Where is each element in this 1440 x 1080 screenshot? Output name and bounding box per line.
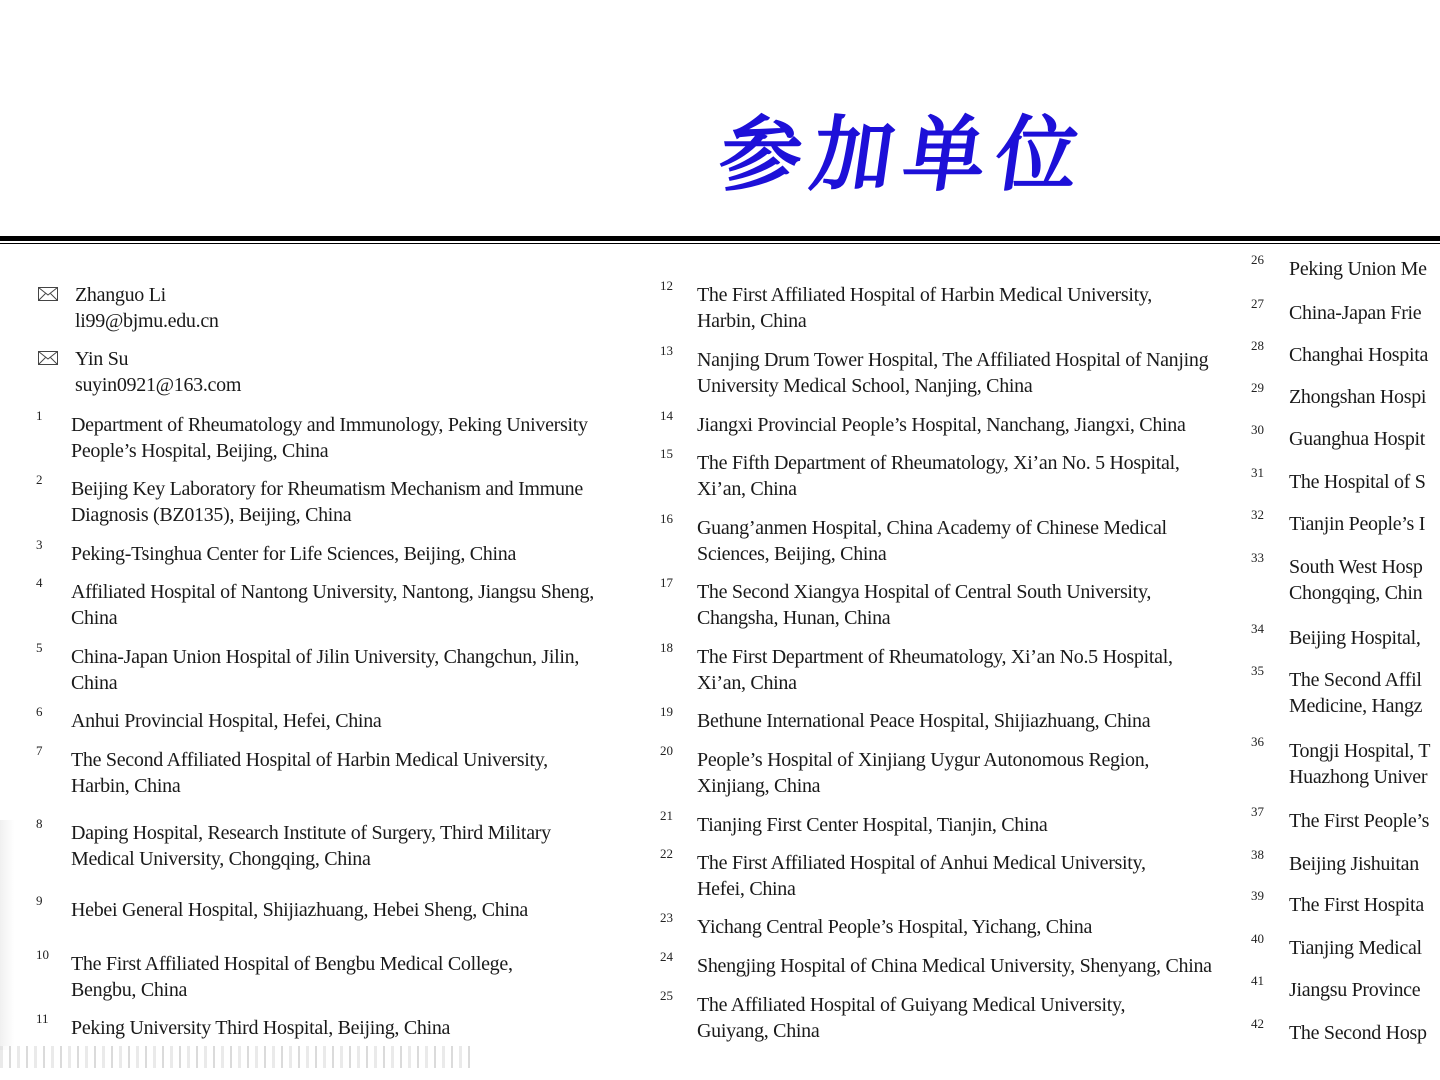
affiliation-text: The Affiliated Hospital of Guiyang Medical University, bbox=[697, 994, 1126, 1016]
affiliation-text: Peking Union Me bbox=[1289, 258, 1427, 280]
affiliation-text: Medical University, Chongqing, China bbox=[71, 848, 371, 870]
envelope-icon bbox=[38, 287, 58, 301]
contact-email[interactable]: suyin0921@163.com bbox=[75, 374, 242, 396]
affiliation-text: Beijing Key Laboratory for Rheumatism Mechanism and Immune bbox=[71, 478, 583, 500]
affiliation-text: China bbox=[71, 672, 118, 694]
affiliation-number: 39 bbox=[1251, 888, 1264, 903]
affiliation-text: Affiliated Hospital of Nantong University, Nantong, Jiangsu Sheng, bbox=[71, 581, 594, 603]
affiliation-text: Tongji Hospital, T bbox=[1289, 740, 1431, 762]
affiliation-text: Sciences, Beijing, China bbox=[697, 543, 887, 565]
affiliation-number: 27 bbox=[1251, 296, 1264, 311]
affiliation-text: The First Hospita bbox=[1289, 894, 1424, 916]
affiliation-number: 3 bbox=[36, 537, 43, 552]
affiliation-text: The Second Hosp bbox=[1289, 1022, 1427, 1044]
affiliation-number: 34 bbox=[1251, 621, 1264, 636]
affiliation-text: Changhai Hospita bbox=[1289, 344, 1429, 366]
affiliation-text: People’s Hospital, Beijing, China bbox=[71, 440, 329, 462]
affiliation-number: 6 bbox=[36, 704, 43, 719]
affiliation-text: Tianjing Medical bbox=[1289, 937, 1422, 959]
affiliation-number: 30 bbox=[1251, 422, 1264, 437]
affiliation-number: 15 bbox=[660, 446, 673, 461]
affiliation-text: Bengbu, China bbox=[71, 979, 188, 1001]
affiliation-number: 9 bbox=[36, 893, 43, 908]
affiliation-text: Zhongshan Hospi bbox=[1289, 386, 1427, 408]
affiliation-number: 16 bbox=[660, 511, 673, 526]
affiliation-number: 29 bbox=[1251, 380, 1264, 395]
affiliation-text: Harbin, China bbox=[71, 775, 181, 797]
affiliation-number: 10 bbox=[36, 947, 49, 962]
affiliation-number: 12 bbox=[660, 278, 673, 293]
affiliation-text: Guiyang, China bbox=[697, 1020, 820, 1042]
affiliation-number: 19 bbox=[660, 704, 673, 719]
affiliation-number: 41 bbox=[1251, 973, 1264, 988]
affiliation-number: 28 bbox=[1251, 338, 1264, 353]
affiliation-text: Beijing Jishuitan bbox=[1289, 853, 1419, 875]
affiliation-number: 4 bbox=[36, 575, 43, 590]
affiliation-text: Jiangxi Provincial People’s Hospital, Nanchang, Jiangxi, China bbox=[697, 414, 1186, 436]
affiliation-text: Bethune International Peace Hospital, Shijiazhuang, China bbox=[697, 710, 1151, 732]
affiliation-number: 18 bbox=[660, 640, 673, 655]
scan-shadow bbox=[0, 820, 14, 1050]
affiliation-text: Huazhong Univer bbox=[1289, 766, 1428, 788]
affiliation-text: Yichang Central People’s Hospital, Yichang, China bbox=[697, 916, 1093, 938]
affiliation-text: People’s Hospital of Xinjiang Uygur Autonomous Region, bbox=[697, 749, 1150, 771]
affiliation-text: Department of Rheumatology and Immunology, Peking University bbox=[71, 414, 588, 436]
affiliation-text: Chongqing, Chin bbox=[1289, 582, 1423, 604]
affiliation-number: 33 bbox=[1251, 550, 1264, 565]
affiliation-text: Daping Hospital, Research Institute of Surgery, Third Military bbox=[71, 822, 551, 844]
affiliation-text: The First People’s bbox=[1289, 810, 1430, 832]
affiliation-number: 13 bbox=[660, 343, 673, 358]
affiliation-text: The First Affiliated Hospital of Harbin Medical University, bbox=[697, 284, 1152, 306]
affiliation-number: 23 bbox=[660, 910, 673, 925]
affiliation-text: Tianjing First Center Hospital, Tianjin, China bbox=[697, 814, 1048, 836]
affiliation-text: Peking-Tsinghua Center for Life Sciences, Beijing, China bbox=[71, 543, 517, 565]
affiliation-number: 11 bbox=[36, 1011, 49, 1026]
affiliation-text: Jiangsu Province bbox=[1289, 979, 1421, 1001]
affiliation-text: Shengjing Hospital of China Medical University, Shenyang, China bbox=[697, 955, 1212, 977]
affiliation-number: 24 bbox=[660, 949, 673, 964]
affiliation-text: The First Affiliated Hospital of Anhui Medical University, bbox=[697, 852, 1146, 874]
affiliation-text: Diagnosis (BZ0135), Beijing, China bbox=[71, 504, 352, 526]
affiliation-number: 5 bbox=[36, 640, 43, 655]
affiliation-number: 37 bbox=[1251, 804, 1264, 819]
affiliation-text: South West Hosp bbox=[1289, 556, 1423, 578]
affiliation-text: Guang’anmen Hospital, China Academy of Chinese Medical bbox=[697, 517, 1167, 539]
affiliation-text: The Fifth Department of Rheumatology, Xi’an No. 5 Hospital, bbox=[697, 452, 1180, 474]
affiliation-number: 1 bbox=[36, 408, 43, 423]
affiliation-text: China-Japan Union Hospital of Jilin University, Changchun, Jilin, bbox=[71, 646, 580, 668]
affiliation-text: The First Affiliated Hospital of Bengbu Medical College, bbox=[71, 953, 513, 975]
affiliation-text: The First Department of Rheumatology, Xi’an No.5 Hospital, bbox=[697, 646, 1173, 668]
affiliation-text: University Medical School, Nanjing, China bbox=[697, 375, 1033, 397]
affiliation-text: The Hospital of S bbox=[1289, 471, 1426, 493]
affiliation-number: 14 bbox=[660, 408, 673, 423]
affiliation-text: Guanghua Hospit bbox=[1289, 428, 1426, 450]
affiliation-number: 26 bbox=[1251, 252, 1264, 267]
affiliation-number: 8 bbox=[36, 816, 43, 831]
affiliation-text: Nanjing Drum Tower Hospital, The Affiliated Hospital of Nanjing bbox=[697, 349, 1209, 371]
header-rule-thin bbox=[0, 243, 1440, 244]
affiliation-text: Xi’an, China bbox=[697, 672, 797, 694]
affiliation-text: Hefei, China bbox=[697, 878, 796, 900]
affiliation-text: Tianjin People’s I bbox=[1289, 513, 1426, 535]
affiliation-text: Peking University Third Hospital, Beijing, China bbox=[71, 1017, 451, 1039]
contact-email[interactable]: li99@bjmu.edu.cn bbox=[75, 310, 219, 332]
affiliation-text: China bbox=[71, 607, 118, 629]
affiliation-text: Anhui Provincial Hospital, Hefei, China bbox=[71, 710, 382, 732]
page-title: 参加单位 bbox=[713, 107, 1095, 203]
affiliation-number: 32 bbox=[1251, 507, 1264, 522]
affiliation-number: 31 bbox=[1251, 465, 1264, 480]
affiliation-number: 35 bbox=[1251, 663, 1264, 678]
affiliation-text: The Second Xiangya Hospital of Central South University, bbox=[697, 581, 1152, 603]
affiliation-text: China-Japan Frie bbox=[1289, 302, 1422, 324]
affiliation-number: 38 bbox=[1251, 847, 1264, 862]
affiliation-text: Hebei General Hospital, Shijiazhuang, Hebei Sheng, China bbox=[71, 899, 528, 921]
contact-name: Zhanguo Li bbox=[75, 284, 166, 306]
affiliation-text: Harbin, China bbox=[697, 310, 807, 332]
affiliation-text: Xi’an, China bbox=[697, 478, 797, 500]
affiliation-number: 2 bbox=[36, 472, 43, 487]
affiliation-text: Xinjiang, China bbox=[697, 775, 821, 797]
affiliation-text: Medicine, Hangz bbox=[1289, 695, 1423, 717]
scan-artifact bbox=[0, 1046, 470, 1068]
affiliation-text: Beijing Hospital, bbox=[1289, 627, 1421, 649]
affiliation-number: 20 bbox=[660, 743, 673, 758]
envelope-icon bbox=[38, 351, 58, 365]
contact-name: Yin Su bbox=[75, 348, 129, 370]
affiliation-number: 22 bbox=[660, 846, 673, 861]
affiliation-text: The Second Affil bbox=[1289, 669, 1422, 691]
affiliation-number: 36 bbox=[1251, 734, 1264, 749]
affiliation-number: 7 bbox=[36, 743, 43, 758]
affiliation-text: Changsha, Hunan, China bbox=[697, 607, 891, 629]
affiliation-text: The Second Affiliated Hospital of Harbin Medical University, bbox=[71, 749, 548, 771]
header-rule-thick bbox=[0, 236, 1440, 241]
affiliation-number: 21 bbox=[660, 808, 673, 823]
affiliation-number: 40 bbox=[1251, 931, 1264, 946]
affiliation-number: 25 bbox=[660, 988, 673, 1003]
affiliation-number: 17 bbox=[660, 575, 673, 590]
affiliation-number: 42 bbox=[1251, 1016, 1264, 1031]
